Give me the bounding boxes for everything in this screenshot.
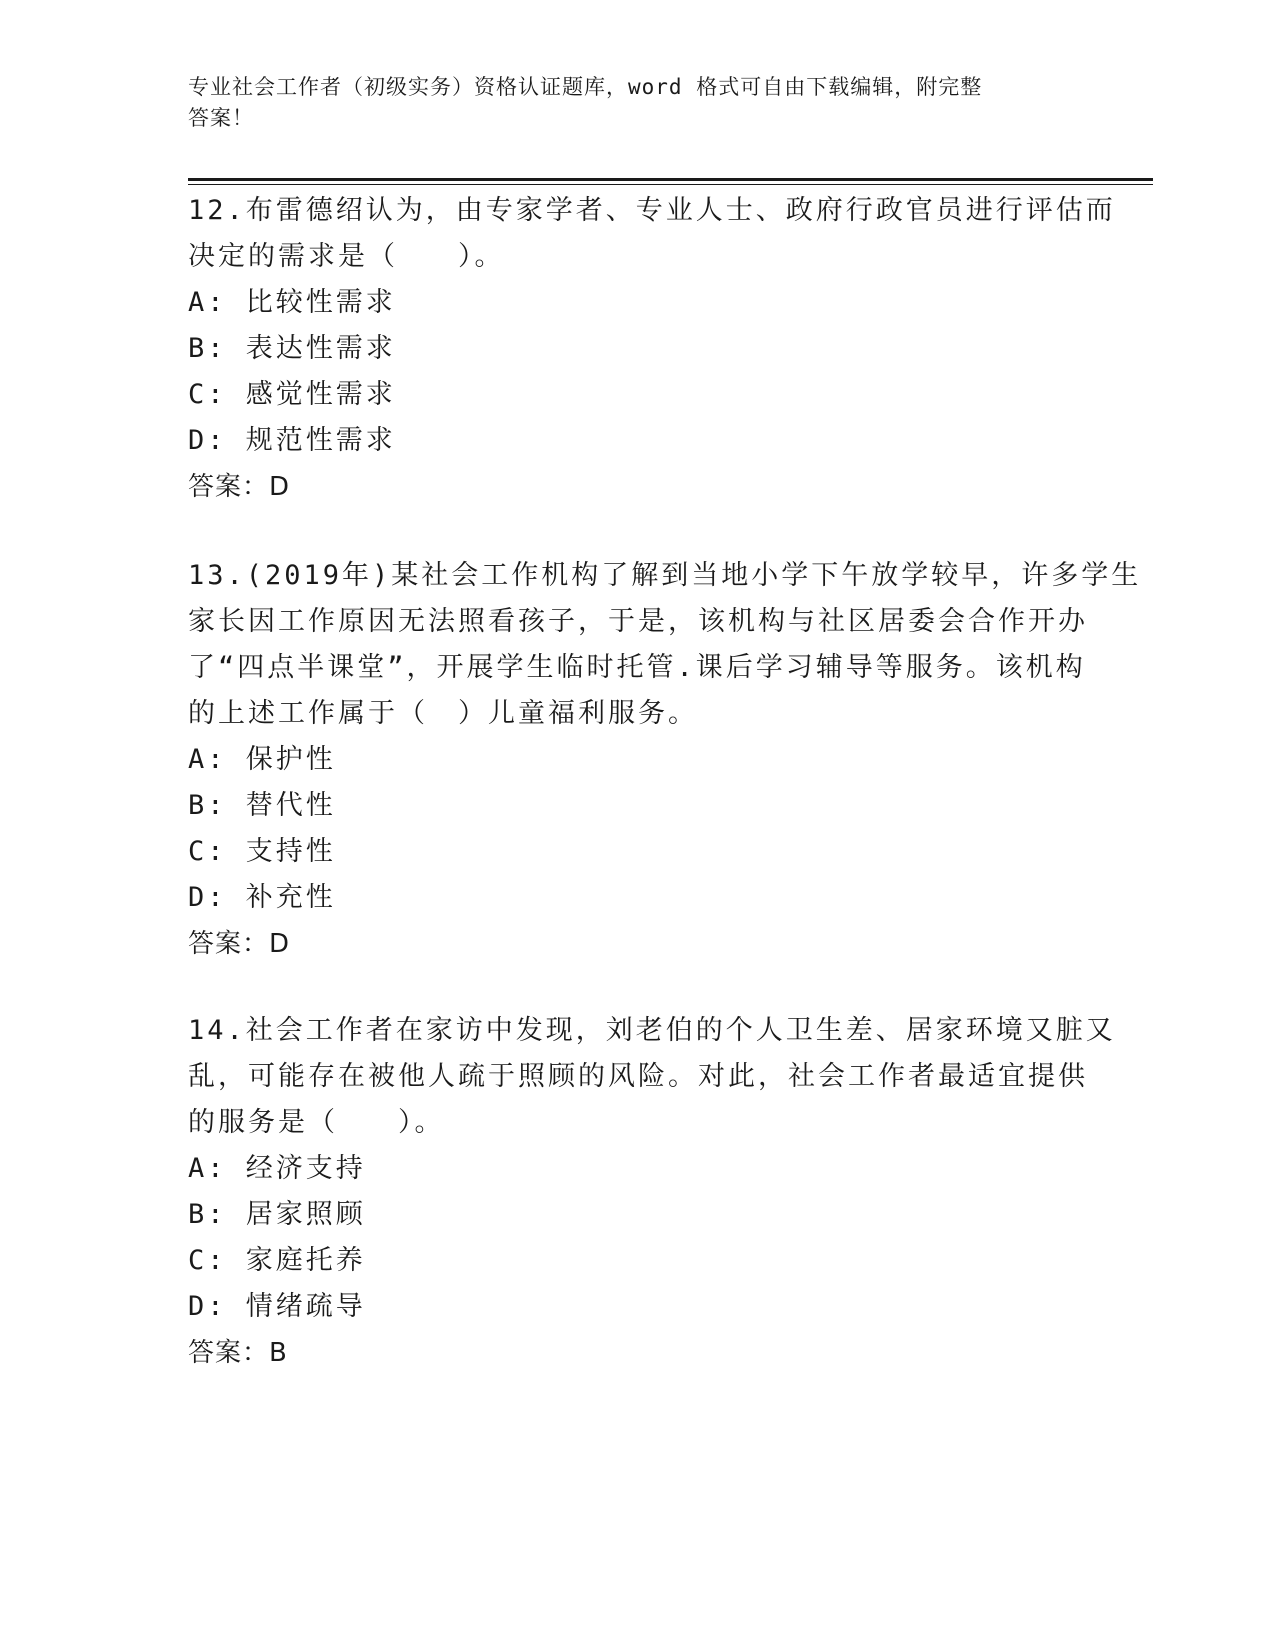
answer-line: 答案：D [188,472,291,502]
question-stem-line: 的服务是（ ）。 [188,1107,445,1138]
option-d: D: 规范性需求 [188,425,396,456]
option-a: A: 比较性需求 [188,287,396,318]
answer-line: 答案：B [188,1338,288,1368]
option-d: D: 情绪疏导 [188,1291,366,1322]
header-line: 专业社会工作者（初级实务）资格认证题库，word 格式可自由下载编辑，附完整 [188,75,983,99]
option-b: B: 居家照顾 [188,1199,366,1230]
option-c: C: 家庭托养 [188,1245,366,1276]
header-divider-thick [188,178,1153,181]
question-14 [188,1008,1116,1376]
question-stem-line: 决定的需求是（ ）。 [188,241,505,272]
option-d: D: 补充性 [188,882,336,913]
question-stem-line: 家长因工作原因无法照看孩子，于是，该机构与社区居委会合作开办 [188,606,1088,637]
question-stem-line: 12.布雷德绍认为，由专家学者、专业人士、政府行政官员进行评估而 [188,195,1116,226]
option-b: B: 表达性需求 [188,333,396,364]
question-13 [188,553,1142,967]
question-stem-line: 了“四点半课堂”，开展学生临时托管.课后学习辅导等服务。该机构 [188,652,1086,683]
option-a: A: 经济支持 [188,1153,366,1184]
header-divider-thin [188,184,1153,185]
document-header [188,72,1088,134]
question-stem-line: 的上述工作属于（ ）儿童福利服务。 [188,698,698,729]
question-12 [188,188,1116,510]
question-stem-line: 乱，可能存在被他人疏于照顾的风险。对此，社会工作者最适宜提供 [188,1061,1088,1092]
option-a: A: 保护性 [188,744,336,775]
option-c: C: 支持性 [188,836,336,867]
option-b: B: 替代性 [188,790,336,821]
question-stem-line: 13.(2019年)某社会工作机构了解到当地小学下午放学较早，许多学生 [188,560,1142,591]
option-c: C: 感觉性需求 [188,379,396,410]
question-stem-line: 14.社会工作者在家访中发现，刘老伯的个人卫生差、居家环境又脏又 [188,1015,1116,1046]
header-line: 答案！ [188,106,254,130]
answer-line: 答案：D [188,929,291,959]
